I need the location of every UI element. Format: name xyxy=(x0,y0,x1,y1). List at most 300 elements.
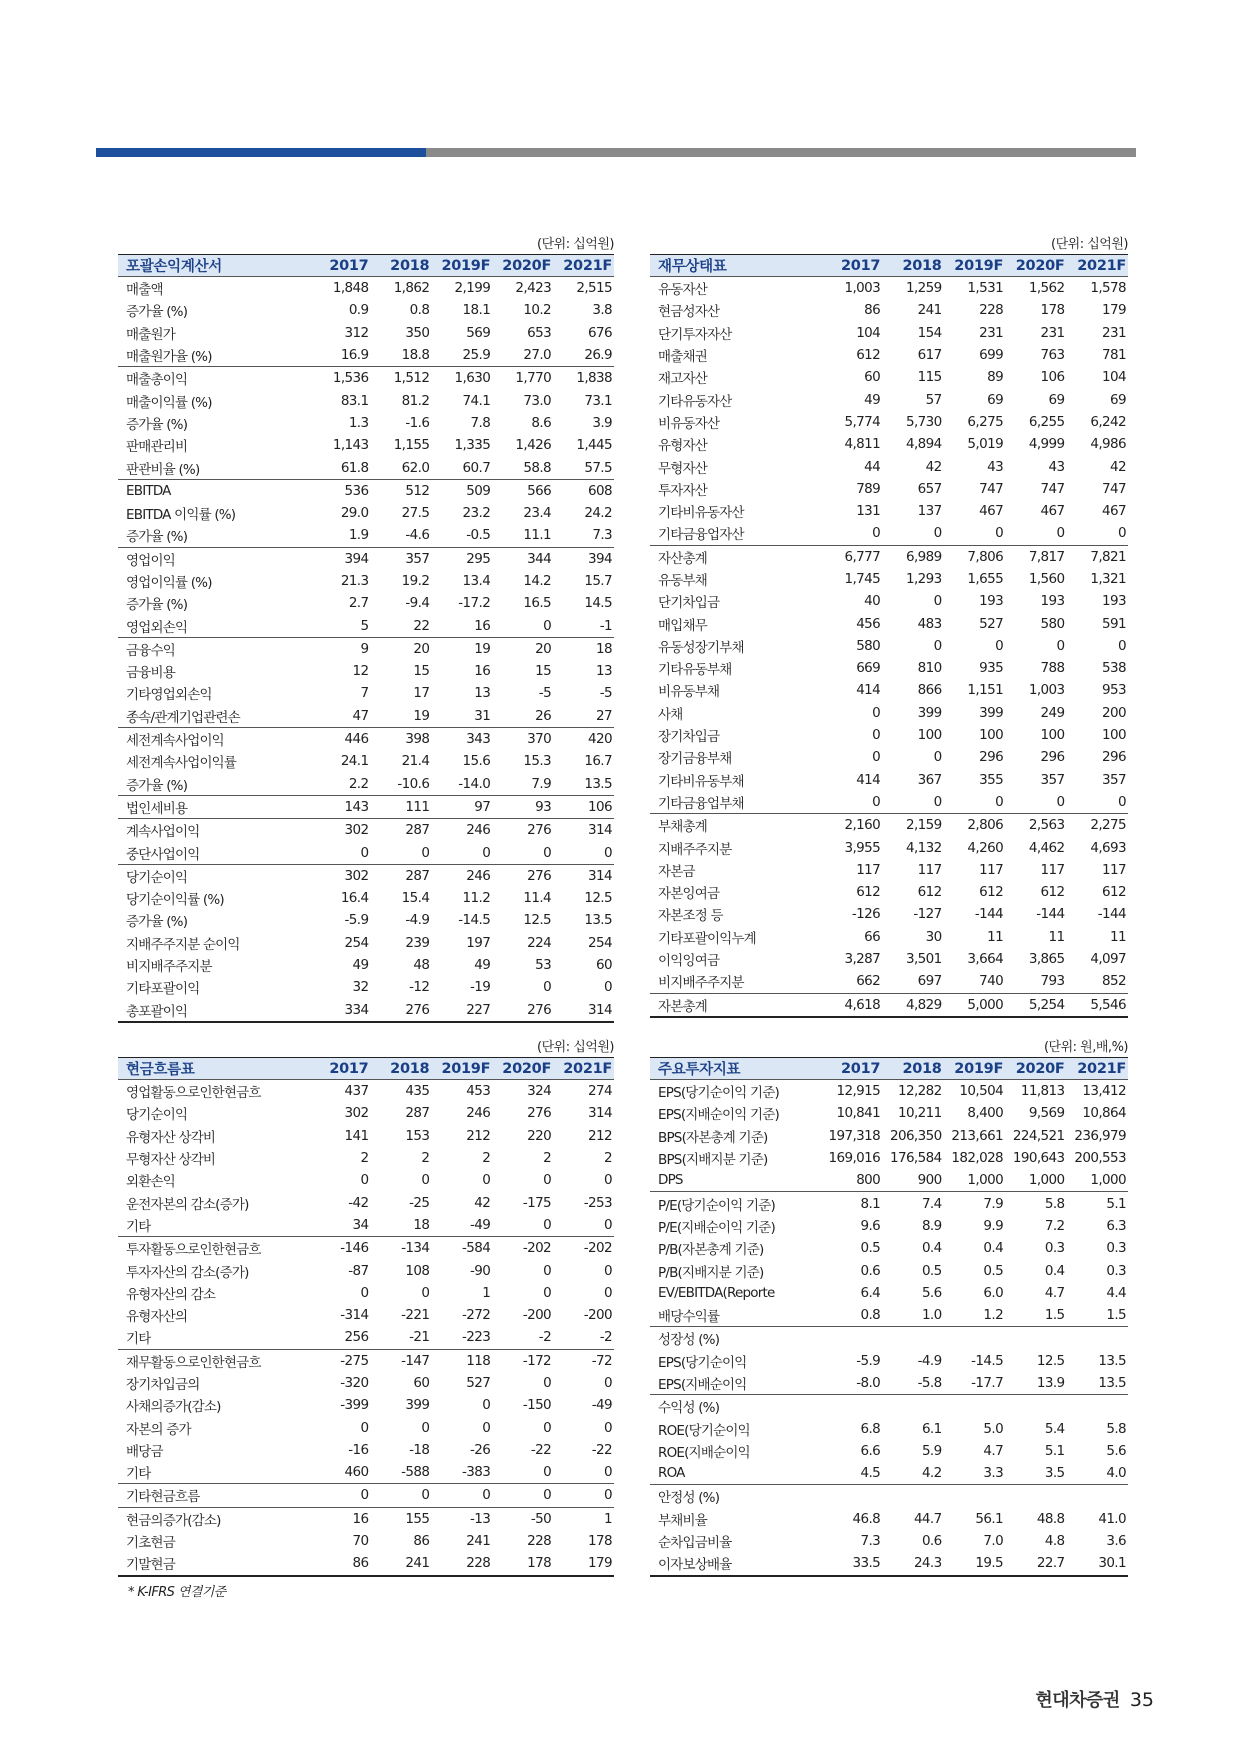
value-cell: 9.6 xyxy=(860,1217,881,1234)
value-cell: 9,569 xyxy=(1028,1105,1065,1122)
value-cell: 0 xyxy=(543,1262,552,1279)
value-cell: 2,515 xyxy=(576,280,612,297)
value-cell: 5,254 xyxy=(1005,993,1066,1017)
value-cell: -0.5 xyxy=(466,527,491,544)
value-cell: 0.5 xyxy=(860,1240,881,1257)
table-row xyxy=(650,277,1128,300)
value-cell: 49 xyxy=(864,391,881,408)
value-cell: 7.3 xyxy=(592,527,612,544)
value-cell: 1.5 xyxy=(1106,1307,1126,1324)
value-cell: 117 xyxy=(856,861,881,878)
value-cell: 16.5 xyxy=(523,595,552,612)
table-row xyxy=(650,568,1128,590)
value-cell: 0.5 xyxy=(921,1262,942,1279)
cashflow-table xyxy=(118,1057,614,1577)
value-cell: 62.0 xyxy=(401,459,430,476)
row-label: 당기순이익 xyxy=(118,864,310,887)
value-cell: 13 xyxy=(474,685,491,702)
row-label: DPS xyxy=(658,1172,683,1189)
value-cell: -314 xyxy=(340,1307,369,1324)
value-cell: -17.7 xyxy=(971,1375,1004,1391)
value-cell: 0 xyxy=(1056,525,1065,542)
value-cell: 4.4 xyxy=(1106,1284,1126,1301)
value-cell: 0 xyxy=(1056,793,1065,810)
value-cell: 190,643 xyxy=(1012,1150,1065,1167)
value-cell: 206,350 xyxy=(889,1127,942,1144)
value-cell: 0 xyxy=(995,525,1004,542)
value-cell: -22 xyxy=(530,1441,552,1458)
value-cell: 1.3 xyxy=(348,414,369,431)
table-row xyxy=(118,299,614,321)
table-row xyxy=(118,412,614,434)
row-label: 유동부채 xyxy=(658,573,707,589)
value-cell: 5,000 xyxy=(944,993,1005,1017)
value-cell: 566 xyxy=(492,479,553,502)
value-cell: 42 xyxy=(1110,458,1126,475)
value-cell: 0 xyxy=(1118,525,1126,542)
value-cell: -26 xyxy=(469,1441,491,1458)
value-cell: -200 xyxy=(583,1307,612,1324)
row-label: 당기순이익률 (%) xyxy=(126,892,224,909)
value-cell: 61.8 xyxy=(340,459,369,476)
value-cell: 5,546 xyxy=(1067,993,1128,1017)
value-cell: 22.7 xyxy=(1005,1552,1066,1575)
value-cell: 367 xyxy=(917,771,942,788)
value-cell: 0 xyxy=(872,525,881,542)
value-cell: 569 xyxy=(466,324,491,341)
value-cell: 7,806 xyxy=(944,545,1005,568)
value-cell: 83.1 xyxy=(340,392,369,409)
column-header: 2017 xyxy=(310,255,371,277)
row-label: 기타 xyxy=(126,1466,151,1483)
table-row xyxy=(650,366,1128,388)
row-label: 장기차입금 xyxy=(658,729,720,746)
row-label: P/E(지배순이익 기준) xyxy=(658,1219,775,1236)
value-cell: 53 xyxy=(535,957,552,974)
column-header: 2020F xyxy=(492,255,553,277)
value-cell: 0 xyxy=(370,1484,431,1507)
table-row xyxy=(118,727,614,750)
table-row xyxy=(650,1417,1128,1439)
value-cell: 0 xyxy=(492,1484,553,1507)
value-cell: 9.9 xyxy=(983,1217,1004,1234)
column-header: 2019F xyxy=(431,255,492,277)
value-cell: 6,989 xyxy=(882,545,943,568)
value-cell: 8.9 xyxy=(921,1217,942,1234)
value-cell: 1,848 xyxy=(332,280,369,297)
value-cell: 13 xyxy=(596,663,612,680)
value-cell: 0.5 xyxy=(983,1262,1004,1279)
value-cell: 747 xyxy=(1040,480,1065,497)
value-cell: 6.8 xyxy=(860,1420,881,1437)
row-label: P/E(당기순이익 기준) xyxy=(650,1192,821,1215)
value-cell: -12 xyxy=(409,979,430,996)
value-cell: 228 xyxy=(979,302,1004,319)
row-label: 자본의 증가 xyxy=(126,1421,191,1438)
value-cell: 747 xyxy=(1102,480,1126,497)
value-cell: 2,423 xyxy=(515,280,552,297)
value-cell xyxy=(944,1485,1005,1508)
value-cell: -383 xyxy=(461,1464,491,1481)
value-cell: 2.2 xyxy=(348,775,369,792)
value-cell: 100 xyxy=(917,727,942,744)
table-row xyxy=(650,344,1128,366)
row-label: 법인세비용 xyxy=(118,795,310,818)
table-row xyxy=(650,522,1128,545)
value-cell: 10,504 xyxy=(959,1083,1004,1100)
value-cell: 241 xyxy=(466,1533,491,1550)
value-cell: 86 xyxy=(413,1533,430,1550)
value-cell: -8.0 xyxy=(856,1375,881,1391)
value-cell: 2 xyxy=(421,1150,430,1167)
value-cell: 6.3 xyxy=(1106,1217,1126,1234)
value-cell: 8.6 xyxy=(531,414,552,431)
value-cell: 435 xyxy=(405,1083,430,1100)
value-cell: 193 xyxy=(1102,593,1126,610)
table-row xyxy=(118,1326,614,1349)
value-cell: -253 xyxy=(583,1194,612,1211)
value-cell: 0 xyxy=(482,1419,491,1436)
value-cell: 179 xyxy=(1102,302,1126,319)
value-cell: 0 xyxy=(933,749,942,766)
top-accent-bar xyxy=(96,148,1136,157)
value-cell: 1.9 xyxy=(348,527,369,544)
table-row xyxy=(650,1530,1128,1552)
table-row xyxy=(118,592,614,614)
value-cell: 800 xyxy=(856,1172,881,1189)
value-cell: 3,501 xyxy=(905,951,942,968)
row-label: 매입채무 xyxy=(658,617,707,634)
value-cell: 0 xyxy=(421,1284,430,1301)
value-cell: 460 xyxy=(344,1464,369,1481)
value-cell: 15.4 xyxy=(401,890,430,907)
row-label: 매출채권 xyxy=(658,349,707,366)
value-cell: 7.4 xyxy=(882,1192,943,1215)
value-cell: 131 xyxy=(856,503,881,520)
table-row xyxy=(650,1440,1128,1462)
value-cell: 0 xyxy=(604,1464,612,1481)
value-cell: 5.9 xyxy=(921,1442,942,1459)
value-cell: 12.5 xyxy=(1036,1352,1065,1369)
row-label: 계속사업이익 xyxy=(118,819,310,842)
value-cell: 104 xyxy=(1102,369,1126,386)
row-label: 운전자본의 감소(증가) xyxy=(126,1196,249,1213)
value-cell: 106 xyxy=(553,795,614,818)
table-row xyxy=(650,657,1128,679)
value-cell: 1,862 xyxy=(393,280,430,297)
value-cell: 7.8 xyxy=(470,414,491,431)
row-label: 유형자산 상각비 xyxy=(126,1129,216,1146)
value-cell: 0 xyxy=(421,1419,430,1436)
balance-sheet-table xyxy=(650,254,1128,1018)
value-cell: 357 xyxy=(370,547,431,570)
row-label: 지배주주지분 xyxy=(658,841,732,858)
value-cell: 276 xyxy=(492,819,553,842)
value-cell: 57 xyxy=(925,391,942,408)
value-cell: 16.7 xyxy=(584,753,612,770)
row-label: 증가율 (%) xyxy=(126,304,188,321)
column-header: 2020F xyxy=(1005,1058,1066,1080)
value-cell: 19.2 xyxy=(401,573,430,589)
value-cell: 538 xyxy=(1102,660,1126,677)
row-label: P/B(지배지분 기준) xyxy=(658,1264,764,1281)
value-cell: 11.1 xyxy=(523,527,552,544)
value-cell: 13.9 xyxy=(1036,1375,1065,1391)
value-cell: 0 xyxy=(604,1216,612,1233)
value-cell: 1,293 xyxy=(905,571,942,587)
value-cell: 657 xyxy=(917,480,942,497)
value-cell: 60 xyxy=(596,957,612,974)
row-label: 기초현금 xyxy=(126,1535,175,1552)
table-row xyxy=(118,819,614,842)
value-cell: 793 xyxy=(1040,973,1065,990)
value-cell: 44.7 xyxy=(913,1510,942,1527)
value-cell: -87 xyxy=(348,1262,369,1279)
value-cell: 5.1 xyxy=(1044,1442,1065,1459)
row-label: 기타현금흐름 xyxy=(118,1484,310,1507)
table-row xyxy=(650,1350,1128,1372)
value-cell: 0.4 xyxy=(983,1240,1004,1257)
row-label: 기타비유동자산 xyxy=(658,505,744,522)
value-cell: -4.6 xyxy=(405,527,430,544)
table-row xyxy=(118,344,614,367)
value-cell: 747 xyxy=(979,480,1004,497)
value-cell: 5 xyxy=(360,617,369,634)
value-cell: 852 xyxy=(1102,973,1126,990)
value-cell: 0.6 xyxy=(921,1533,942,1550)
value-cell: 12.5 xyxy=(523,912,552,929)
table-row xyxy=(118,909,614,931)
value-cell: 0 xyxy=(933,525,942,542)
value-cell: 6.1 xyxy=(921,1420,942,1437)
value-cell: 41.0 xyxy=(1098,1510,1126,1527)
value-cell: 213,661 xyxy=(951,1127,1004,1144)
row-label: 총포괄이익 xyxy=(118,999,310,1022)
table-row xyxy=(118,1349,614,1372)
value-cell: 0 xyxy=(543,1419,552,1436)
row-label: 증가율 (%) xyxy=(126,597,188,614)
table-row xyxy=(650,881,1128,903)
value-cell: 669 xyxy=(856,660,881,677)
value-cell: -5.9 xyxy=(856,1352,881,1369)
value-cell: 23.4 xyxy=(523,505,552,522)
page-number: 35 xyxy=(1129,1689,1154,1711)
value-cell: 19.5 xyxy=(944,1552,1005,1575)
value-cell: 0 xyxy=(421,844,430,861)
value-cell xyxy=(944,1327,1005,1350)
value-cell: 5.8 xyxy=(1106,1420,1126,1437)
value-cell: 612 xyxy=(917,884,942,901)
value-cell: 16 xyxy=(310,1507,371,1530)
value-cell: 4,097 xyxy=(1090,951,1126,968)
value-cell: 4.0 xyxy=(1106,1465,1126,1482)
table-row xyxy=(118,1552,614,1575)
value-cell: 953 xyxy=(1102,682,1126,699)
column-header: 2021F xyxy=(553,255,614,277)
table-row xyxy=(118,954,614,976)
value-cell: -144 xyxy=(1097,906,1126,923)
value-cell: 246 xyxy=(431,819,492,842)
value-cell: 19 xyxy=(431,637,492,660)
row-label: 유동성장기부채 xyxy=(658,639,744,656)
value-cell: 302 xyxy=(344,1105,369,1122)
value-cell: 86 xyxy=(864,302,881,319)
value-cell: 5,019 xyxy=(967,436,1004,453)
value-cell: 48.8 xyxy=(1036,1510,1065,1527)
column-header: 2020F xyxy=(1005,255,1066,277)
value-cell: 6,275 xyxy=(967,413,1004,430)
value-cell: 617 xyxy=(917,347,942,364)
table-row xyxy=(650,679,1128,701)
row-label: EV/EBITDA(Reporte xyxy=(658,1284,775,1301)
table-row xyxy=(118,999,614,1022)
value-cell: 0 xyxy=(933,637,942,654)
value-cell: 117 xyxy=(917,861,942,878)
value-cell: 239 xyxy=(405,934,430,951)
table-row xyxy=(650,948,1128,970)
column-header: 2020F xyxy=(492,1058,553,1080)
value-cell: 60 xyxy=(413,1375,430,1391)
value-cell: 350 xyxy=(405,324,430,341)
table-row xyxy=(650,455,1128,477)
value-cell: 69 xyxy=(987,391,1004,408)
row-label: 영업이익률 (%) xyxy=(126,575,212,591)
value-cell: 276 xyxy=(492,864,553,887)
value-cell: 740 xyxy=(979,973,1004,990)
value-cell: 11 xyxy=(1110,928,1126,945)
value-cell xyxy=(821,1485,882,1508)
table-title: 재무상태표 xyxy=(650,255,821,277)
value-cell xyxy=(1005,1327,1066,1350)
value-cell: 18.1 xyxy=(462,302,491,319)
value-cell: 24.2 xyxy=(584,505,612,522)
table-row xyxy=(650,814,1128,837)
value-cell: 3,664 xyxy=(967,951,1004,968)
table-row xyxy=(650,411,1128,433)
table-row xyxy=(118,750,614,772)
row-label: 기타포괄이익 xyxy=(126,981,200,998)
value-cell: 19 xyxy=(413,707,430,724)
value-cell: 1.5 xyxy=(1044,1307,1065,1324)
value-cell: 810 xyxy=(917,660,942,677)
table-row xyxy=(650,769,1128,791)
table-row xyxy=(118,1191,614,1213)
value-cell: 788 xyxy=(1040,660,1065,677)
table-row xyxy=(118,682,614,704)
value-cell: 314 xyxy=(553,819,614,842)
row-label: 영업외손익 xyxy=(126,619,188,636)
value-cell: 1,745 xyxy=(844,571,881,587)
table-row xyxy=(650,1125,1128,1147)
value-cell: 70 xyxy=(352,1533,369,1550)
value-cell: -90 xyxy=(469,1262,491,1279)
value-cell: 414 xyxy=(856,682,881,699)
cashflow-unit-label: (단위: 십억원) xyxy=(537,1040,614,1055)
value-cell: 32 xyxy=(352,979,369,996)
row-label: 판매관리비 xyxy=(126,439,188,456)
value-cell: 212 xyxy=(588,1127,612,1144)
value-cell: 2,806 xyxy=(944,814,1005,837)
value-cell: 512 xyxy=(370,479,431,502)
table-row xyxy=(650,1395,1128,1418)
value-cell: 295 xyxy=(431,547,492,570)
value-cell: 13.5 xyxy=(1098,1375,1126,1391)
value-cell: 0 xyxy=(543,1172,552,1189)
table-row xyxy=(118,322,614,344)
value-cell: 4,462 xyxy=(1028,839,1065,856)
table-row xyxy=(118,1147,614,1169)
value-cell: 274 xyxy=(588,1083,612,1100)
value-cell: 6.6 xyxy=(860,1442,881,1459)
value-cell: 16 xyxy=(474,663,491,680)
value-cell: 763 xyxy=(1040,347,1065,364)
value-cell: 276 xyxy=(527,1105,552,1122)
value-cell: 178 xyxy=(492,1552,553,1575)
table-row xyxy=(650,859,1128,881)
value-cell: 357 xyxy=(1102,771,1126,788)
table-row xyxy=(650,993,1128,1017)
value-cell: 241 xyxy=(917,302,942,319)
value-cell: 1,000 xyxy=(1090,1172,1126,1189)
value-cell: 231 xyxy=(979,324,1004,341)
value-cell: 344 xyxy=(492,547,553,570)
row-label: ROE(당기순이익 xyxy=(658,1422,750,1439)
value-cell: 0 xyxy=(360,1284,369,1301)
table-row xyxy=(118,277,614,300)
value-cell: 0 xyxy=(482,1172,491,1189)
row-label: 기타영업외손익 xyxy=(126,687,212,704)
value-cell: 254 xyxy=(344,934,369,951)
value-cell: -13 xyxy=(431,1507,492,1530)
value-cell xyxy=(944,1395,1005,1418)
value-cell: 2 xyxy=(360,1150,369,1167)
value-cell: 46.8 xyxy=(852,1510,881,1527)
value-cell: 241 xyxy=(370,1552,431,1575)
value-cell: 0 xyxy=(604,979,612,996)
value-cell: 86 xyxy=(310,1552,371,1575)
value-cell: 197 xyxy=(466,934,491,951)
value-cell: -1.6 xyxy=(405,414,430,431)
table-row xyxy=(650,724,1128,746)
value-cell: 13.5 xyxy=(584,912,612,929)
value-cell: -25 xyxy=(409,1194,430,1211)
table-row xyxy=(118,887,614,909)
value-cell: -147 xyxy=(370,1349,431,1372)
balance-unit-label: (단위: 십억원) xyxy=(1051,237,1128,252)
value-cell: 15.7 xyxy=(584,573,612,589)
value-cell: 3.5 xyxy=(1044,1465,1065,1482)
value-cell: -49 xyxy=(591,1397,612,1414)
value-cell: 7,817 xyxy=(1005,545,1066,568)
value-cell: 1,770 xyxy=(492,367,553,390)
value-cell: -17.2 xyxy=(458,595,491,612)
row-label: 배당수익률 xyxy=(658,1309,720,1326)
value-cell: 182,028 xyxy=(951,1150,1004,1167)
value-cell: 97 xyxy=(431,795,492,818)
value-cell: 15 xyxy=(413,663,430,680)
value-cell: 527 xyxy=(979,615,1004,632)
value-cell: -21 xyxy=(409,1329,430,1346)
value-cell: -202 xyxy=(492,1237,553,1260)
value-cell: 4,986 xyxy=(1090,436,1126,453)
value-cell: 14.2 xyxy=(523,573,552,589)
value-cell: -134 xyxy=(370,1237,431,1260)
value-cell: 60.7 xyxy=(462,459,491,476)
table-header-row xyxy=(118,255,614,277)
value-cell: 0 xyxy=(360,1172,369,1189)
value-cell: 12,282 xyxy=(897,1083,942,1100)
row-label: 당기순이익 xyxy=(126,1107,188,1124)
